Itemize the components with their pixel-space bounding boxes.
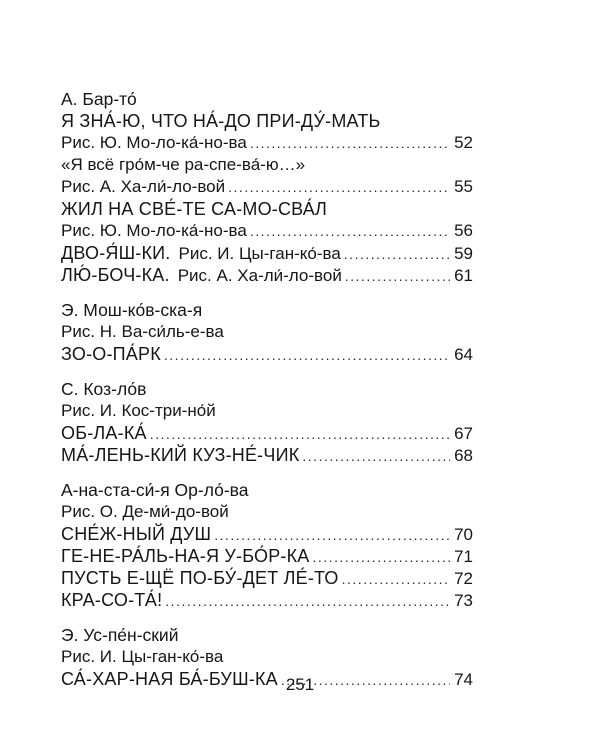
- dot-leader: [302, 445, 450, 467]
- illustrator-credit: Рис. И. Цы-ган-ко́-ва: [178, 244, 341, 263]
- toc-entry[interactable]: [61, 422, 473, 444]
- toc-entry[interactable]: [61, 343, 473, 365]
- entry-page-number: 70: [454, 525, 473, 544]
- toc-entry[interactable]: [61, 444, 473, 466]
- toc-entry[interactable]: [61, 523, 473, 545]
- illustrator-credit: Рис. Ю. Мо-ло-ка́-но-ва: [61, 133, 247, 152]
- dot-leader: [250, 132, 450, 154]
- toc-section: [61, 88, 473, 286]
- work-title: ЖИЛ НА СВЕ́-ТЕ СА-МО-СВА́Л: [61, 199, 328, 219]
- table-of-contents: [61, 88, 473, 690]
- author-name: А-на-ста-си́-я Ор-ло́-ва: [61, 480, 249, 500]
- entry-page-number: 61: [454, 266, 473, 285]
- dot-leader: [250, 220, 450, 242]
- illustrator-credit: Рис. А. Ха-ли́-ло-вой: [61, 177, 226, 196]
- entry-title: ГЕ-НЕ-РА́ЛЬ-НА-Я У-БО́Р-КА: [61, 546, 310, 566]
- entry-page-number: 74: [454, 670, 473, 689]
- entry-title: ПУСТЬ Е-ЩЁ ПО-БУ́-ДЕТ ЛЕ́-ТО: [61, 568, 339, 588]
- dot-leader: [164, 344, 450, 366]
- entry-page-number: 72: [454, 569, 473, 588]
- toc-entry[interactable]: [61, 242, 473, 264]
- toc-entry[interactable]: [61, 589, 473, 611]
- dot-leader: [345, 265, 450, 287]
- entry-title: ЛЮ́-БОЧ-КА.: [61, 265, 170, 285]
- author-name: Э. Мош-ко́в-ска-я: [61, 300, 203, 320]
- entry-title: СА́-ХАР-НАЯ БА́-БУШ-КА: [61, 669, 278, 689]
- work-title: «Я всё гро́м-че ра-спе-ва́-ю…»: [61, 155, 306, 174]
- toc-entry[interactable]: [61, 545, 473, 567]
- entry-title: ДВО-Я́Ш-КИ.: [61, 243, 171, 263]
- dot-leader: [342, 568, 450, 590]
- toc-entry[interactable]: [61, 132, 473, 154]
- dot-leader: [150, 423, 450, 445]
- entry-title: КРА-СО-ТА́!: [61, 590, 163, 610]
- toc-entry[interactable]: [61, 567, 473, 589]
- entry-title: ОБ-ЛА-КА́: [61, 423, 147, 443]
- author-name: А. Бар-то́: [61, 89, 137, 109]
- illustrator-credit: Рис. Ю. Мо-ло-ка́-но-ва: [61, 221, 247, 240]
- illustrator-credit: Рис. А. Ха-ли́-ло-вой: [177, 266, 342, 285]
- entry-page-number: 73: [454, 591, 473, 610]
- illustrator-credit: Рис. И. Кос-три-но́й: [61, 401, 216, 420]
- illustrator-credit: Рис. О. Де-ми́-до-вой: [61, 502, 229, 521]
- dot-leader: [344, 243, 450, 265]
- dot-leader: [214, 524, 450, 546]
- toc-section: [61, 299, 473, 365]
- entry-page-number: 52: [454, 133, 473, 152]
- illustrator-credit: Рис. Н. Ва-си́ль-е-ва: [61, 322, 224, 341]
- illustrator-credit: Рис. И. Цы-ган-ко́-ва: [61, 647, 224, 666]
- toc-section: [61, 479, 473, 611]
- entry-page-number: 55: [454, 177, 473, 196]
- work-title: Я ЗНА́-Ю, ЧТО НА́-ДО ПРИ-ДУ́-МАТЬ: [61, 111, 381, 131]
- entry-page-number: 71: [454, 547, 473, 566]
- toc-section: [61, 378, 473, 466]
- page-number: 251: [285, 675, 315, 694]
- dot-leader: [165, 590, 450, 612]
- author-name: Э. Ус-пе́н-ский: [61, 625, 179, 645]
- author-name: С. Коз-ло́в: [61, 379, 147, 399]
- entry-page-number: 56: [454, 221, 473, 240]
- dot-leader: [228, 176, 450, 198]
- dot-leader: [313, 546, 450, 568]
- toc-entry[interactable]: [61, 220, 473, 242]
- toc-entry[interactable]: [61, 176, 473, 198]
- entry-page-number: 68: [454, 446, 473, 465]
- entry-title: ЗО-О-ПА́РК: [61, 344, 161, 364]
- toc-entry[interactable]: [61, 264, 473, 286]
- entry-page-number: 67: [454, 424, 473, 443]
- entry-title: МА́-ЛЕНЬ-КИЙ КУЗ-НЕ́-ЧИК: [61, 445, 300, 465]
- entry-page-number: 59: [454, 244, 473, 263]
- entry-page-number: 64: [454, 345, 473, 364]
- entry-title: СНЕ́Ж-НЫЙ ДУШ: [61, 524, 212, 544]
